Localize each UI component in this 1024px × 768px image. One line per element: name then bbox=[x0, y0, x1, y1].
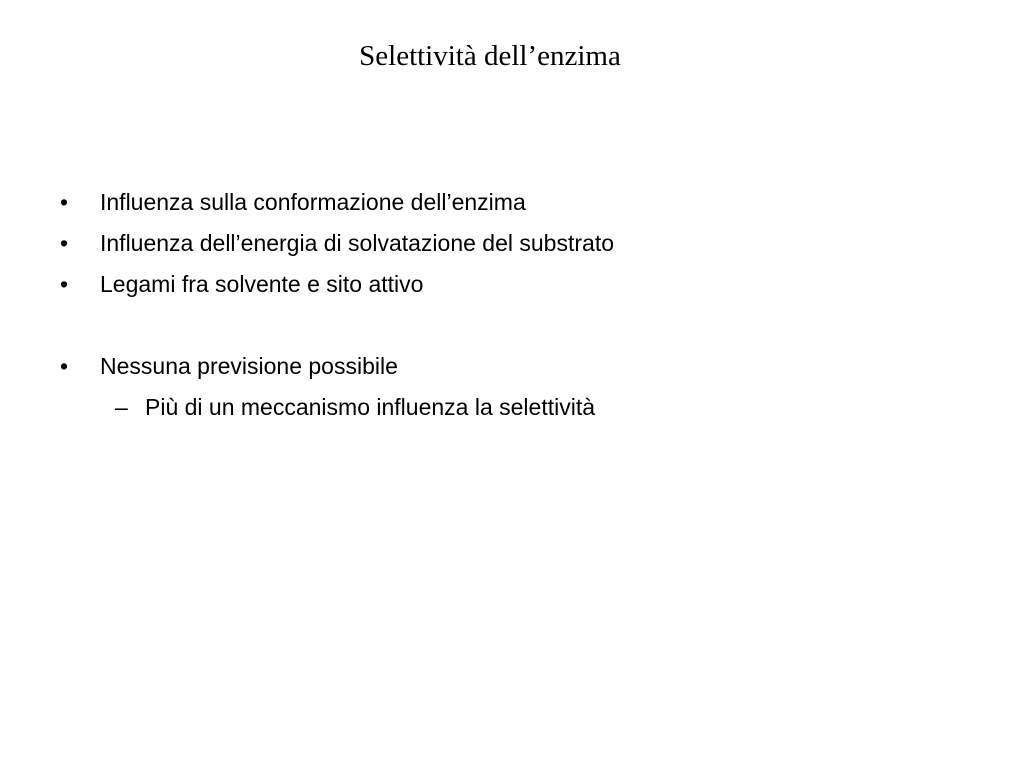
sub-bullet-text: Più di un meccanismo influenza la selettività bbox=[145, 394, 596, 420]
bullet-marker: • bbox=[60, 230, 69, 256]
bullet-text: Nessuna previsione possibile bbox=[100, 353, 398, 379]
bullet-text: Legami fra solvente e sito attivo bbox=[100, 271, 424, 297]
sub-bullet-marker: – bbox=[115, 394, 128, 420]
bullet-marker: • bbox=[60, 189, 69, 215]
bullet-marker: • bbox=[60, 271, 69, 297]
slide-title: Selettività dell’enzima bbox=[359, 40, 621, 72]
bullet-marker: • bbox=[60, 353, 69, 379]
bullet-text: Influenza sulla conformazione dell’enzima bbox=[100, 189, 526, 215]
bullet-text: Influenza dell’energia di solvatazione del substrato bbox=[100, 230, 614, 256]
